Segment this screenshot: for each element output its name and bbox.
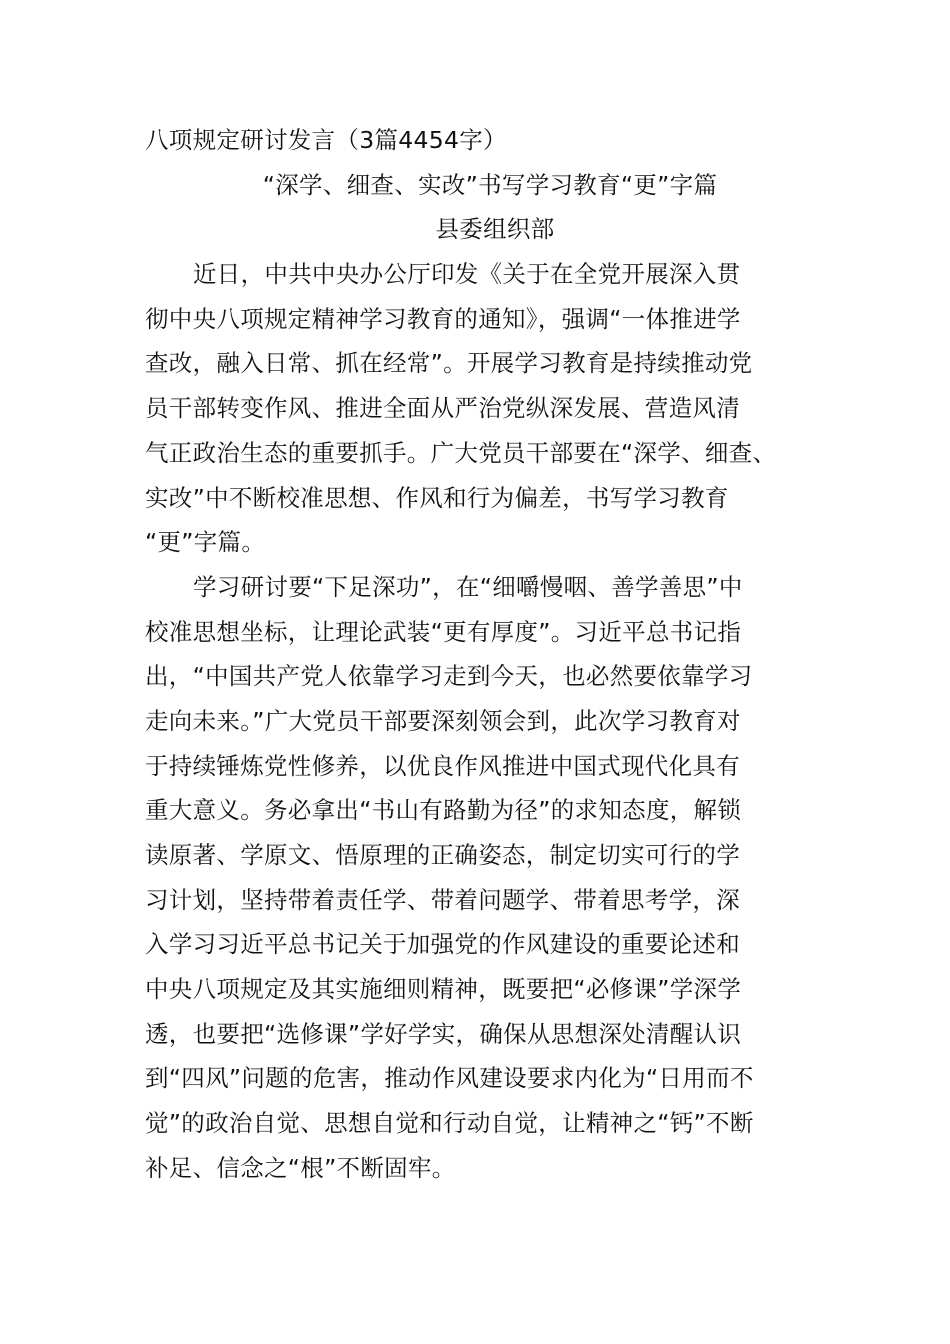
paragraph-line: 入学习习近平总书记关于加强党的作风建设的重要论述和 xyxy=(145,930,740,959)
paragraph-line: 习计划，坚持带着责任学、带着问题学、带着思考学，深 xyxy=(145,885,740,914)
paragraph-line: 校准思想坐标，让理论武装“更有厚度”。习近平总书记指 xyxy=(145,617,742,646)
article-title: “深学、细查、实改”书写学习教育“更”字篇 xyxy=(262,170,718,199)
paragraph-line: 气正政治生态的重要抓手。广大党员干部要在“深学、细查、 xyxy=(145,438,777,467)
paragraph-line: 重大意义。务必拿出“书山有路勤为径”的求知态度，解锁 xyxy=(145,796,742,825)
paragraph-line: 查改，融入日常、抓在经常”。开展学习教育是持续推动党 xyxy=(145,349,753,378)
paragraph-line: 透，也要把“选修课”学好学实，确保从思想深处清醒认识 xyxy=(145,1019,742,1048)
paragraph-line: 学习研讨要“下足深功”，在“细嚼慢咽、善学善思”中 xyxy=(193,572,743,601)
document-heading: 八项规定研讨发言（3篇4454字） xyxy=(145,126,507,154)
paragraph-line: 出，“中国共产党人依靠学习走到今天，也必然要依靠学习 xyxy=(145,662,753,691)
paragraph-line: 中央八项规定及其实施细则精神，既要把“必修课”学深学 xyxy=(145,975,742,1004)
paragraph-line: 补足、信念之“根”不断固牢。 xyxy=(145,1153,456,1182)
paragraph-line: 读原著、学原文、悟原理的正确姿态，制定切实可行的学 xyxy=(145,841,740,869)
article-author: 县委组织部 xyxy=(435,215,555,244)
paragraph-line: 彻中央八项规定精神学习教育的通知》，强调“一体推进学 xyxy=(145,304,741,333)
paragraph xyxy=(145,565,825,1191)
paragraph-line: 觉”的政治自觉、思想自觉和行动自觉，让精神之“钙”不断 xyxy=(145,1109,754,1138)
paragraph-line: 近日，中共中央办公厅印发《关于在全党开展深入贯 xyxy=(193,260,741,289)
paragraph-line: 走向未来。”广大党员干部要深刻领会到，此次学习教育对 xyxy=(145,706,741,735)
paragraph-line: “更”字篇。 xyxy=(145,528,266,557)
document-page xyxy=(145,118,825,1191)
paragraph-line: 实改”中不断校准思想、作风和行为偏差，书写学习教育 xyxy=(145,483,729,512)
paragraph-line: 于持续锤炼党性修养，以优良作风推进中国式现代化具有 xyxy=(145,751,740,780)
paragraph-line: 员干部转变作风、推进全面从严治党纵深发展、营造风清 xyxy=(145,394,740,423)
paragraph xyxy=(145,252,825,565)
paragraph-line: 到“四风”问题的危害，推动作风建设要求内化为“日用而不 xyxy=(145,1064,754,1093)
